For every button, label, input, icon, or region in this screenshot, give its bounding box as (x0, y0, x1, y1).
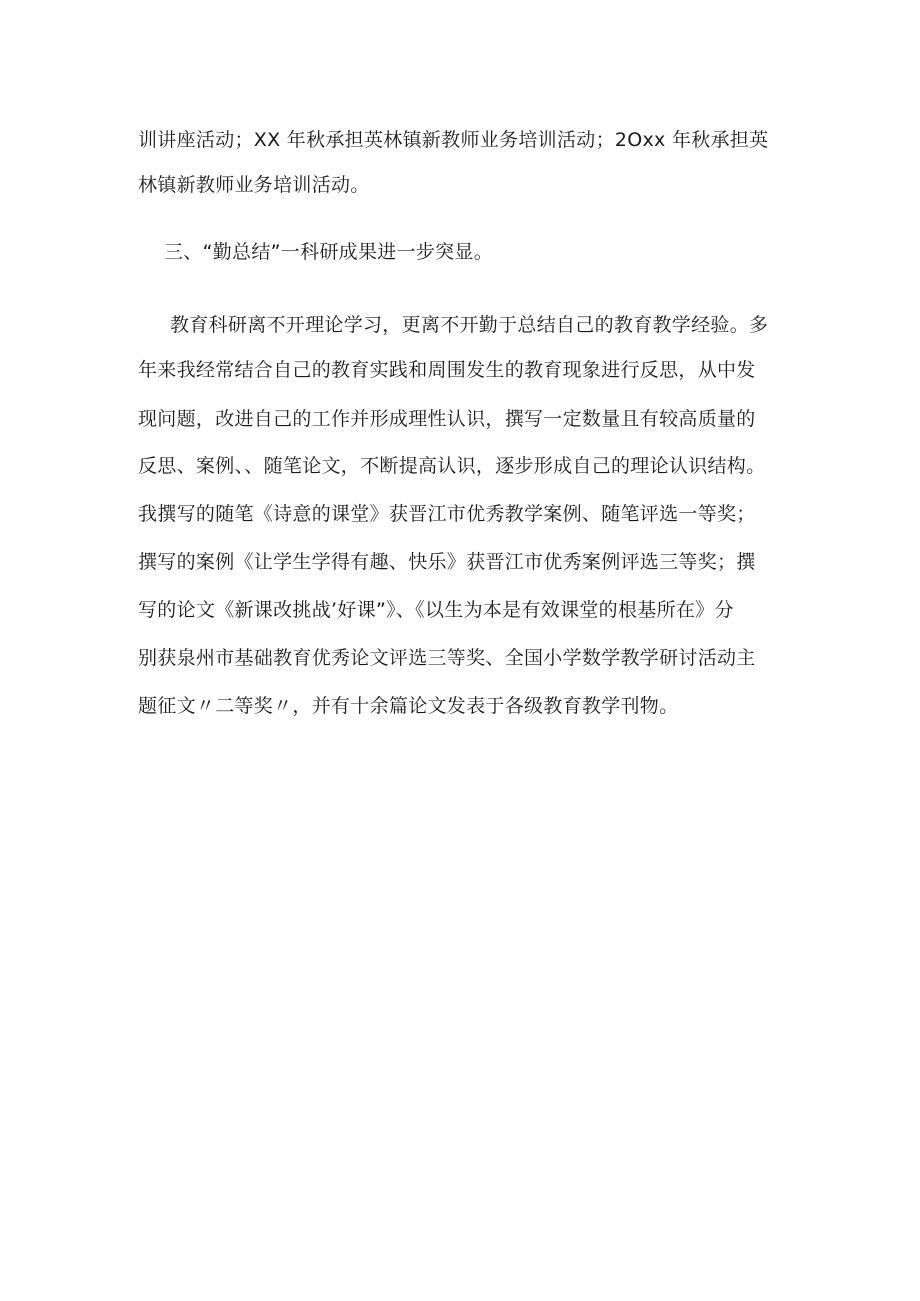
paragraph-line: 训讲座活动；XX 年秋承担英林镇新教师业务培训活动；2Oxx 年秋承担英 (138, 129, 769, 151)
section-heading-text: 三、“勤总结”一科研成果进一步突显。 (164, 241, 494, 263)
paragraph-line: 写的论文《新课改挑战’好课”》、《以生为本是有效课堂的根基所在》分 (138, 599, 734, 621)
paragraph-line: 题征文〃二等奖〃，并有十余篇论文发表于各级教育教学刊物。 (138, 695, 679, 717)
paragraph-line: 年来我经常结合自己的教育实践和周围发生的教育现象进行反思，从中发 (138, 359, 756, 381)
paragraph-line: 我撰写的随笔《诗意的课堂》获晋江市优秀教学案例、随笔评选一等奖； (138, 503, 756, 525)
paragraph-line: 反思、案例、、随笔论文，不断提高认识，逐步形成自己的理论认识结构。 (138, 455, 766, 477)
paragraph-line: 别获泉州市基础教育优秀论文评选三等奖、全国小学数学教学研讨活动主 (138, 647, 756, 669)
paragraph-line: 撰写的案例《让学生学得有趣、快乐》获晋江市优秀案例评选三等奖；撰 (138, 551, 756, 573)
paragraph-line: 教育科研离不开理论学习，更离不开勤于总结自己的教育教学经验。多 (170, 314, 769, 336)
paragraph-line: 现问题，改进自己的工作并形成理性认识，撰写一定数量且有较高质量的 (138, 408, 756, 430)
paragraph-line: 林镇新教师业务培训活动。 (138, 174, 370, 196)
